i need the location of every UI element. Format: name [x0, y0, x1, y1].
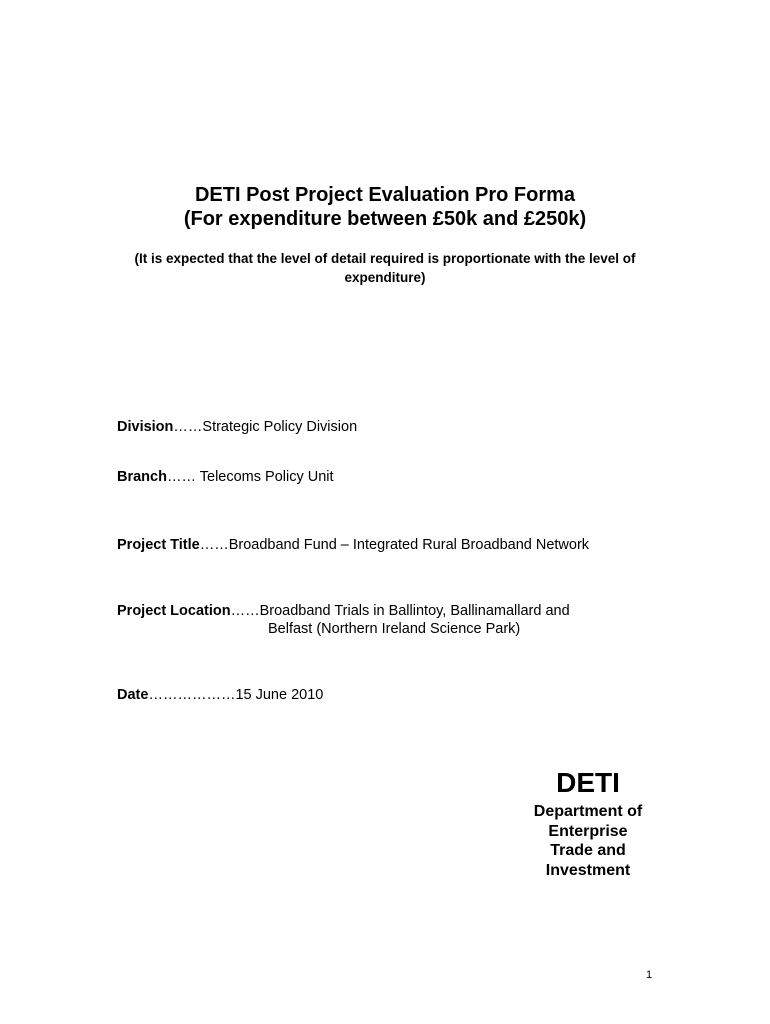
- page-number: 1: [646, 969, 653, 981]
- date-value: 15 June 2010: [235, 687, 324, 703]
- project-location-value-line-2: Belfast (Northern Ireland Science Park): [268, 621, 521, 637]
- project-title-leader-dots: ……: [199, 537, 229, 553]
- project-location-field: [117, 602, 570, 620]
- date-field: [117, 686, 323, 704]
- branch-leader-dots: ……: [166, 469, 200, 485]
- division-field: [117, 418, 357, 436]
- division-label: Division: [117, 419, 174, 435]
- project-title-value: Broadband Fund – Integrated Rural Broadband Network: [228, 537, 590, 553]
- project-location-label: Project Location: [117, 603, 231, 619]
- project-title-field: [117, 536, 589, 554]
- logo-abbreviation: DETI: [556, 767, 620, 798]
- division-leader-dots: ……: [173, 419, 203, 435]
- logo-department-line-2: Enterprise: [548, 822, 628, 840]
- deti-logo: [508, 766, 668, 880]
- proportionality-note: (It is expected that the level of detail required is proportionate with the level of expenditure): [134, 251, 636, 285]
- date-label: Date: [117, 687, 149, 703]
- logo-department-line-1: Department of: [533, 803, 643, 820]
- branch-label: Branch: [117, 469, 167, 485]
- date-leader-dots: ………………: [148, 687, 236, 703]
- branch-value: Telecoms Policy Unit: [199, 469, 334, 485]
- project-location-value-line-1: Broadband Trials in Ballintoy, Ballinamallard and: [259, 603, 570, 619]
- project-location-leader-dots: ……: [230, 603, 260, 619]
- project-title-label: Project Title: [117, 537, 200, 553]
- document-title-line-1: DETI Post Project Evaluation Pro Forma: [194, 184, 576, 206]
- logo-department-line-4: Investment: [545, 861, 631, 879]
- branch-field: [117, 468, 334, 486]
- document-title-line-2: (For expenditure between £50k and £250k): [183, 208, 587, 230]
- division-value: Strategic Policy Division: [202, 419, 358, 435]
- logo-department-line-3: Trade and: [550, 842, 626, 859]
